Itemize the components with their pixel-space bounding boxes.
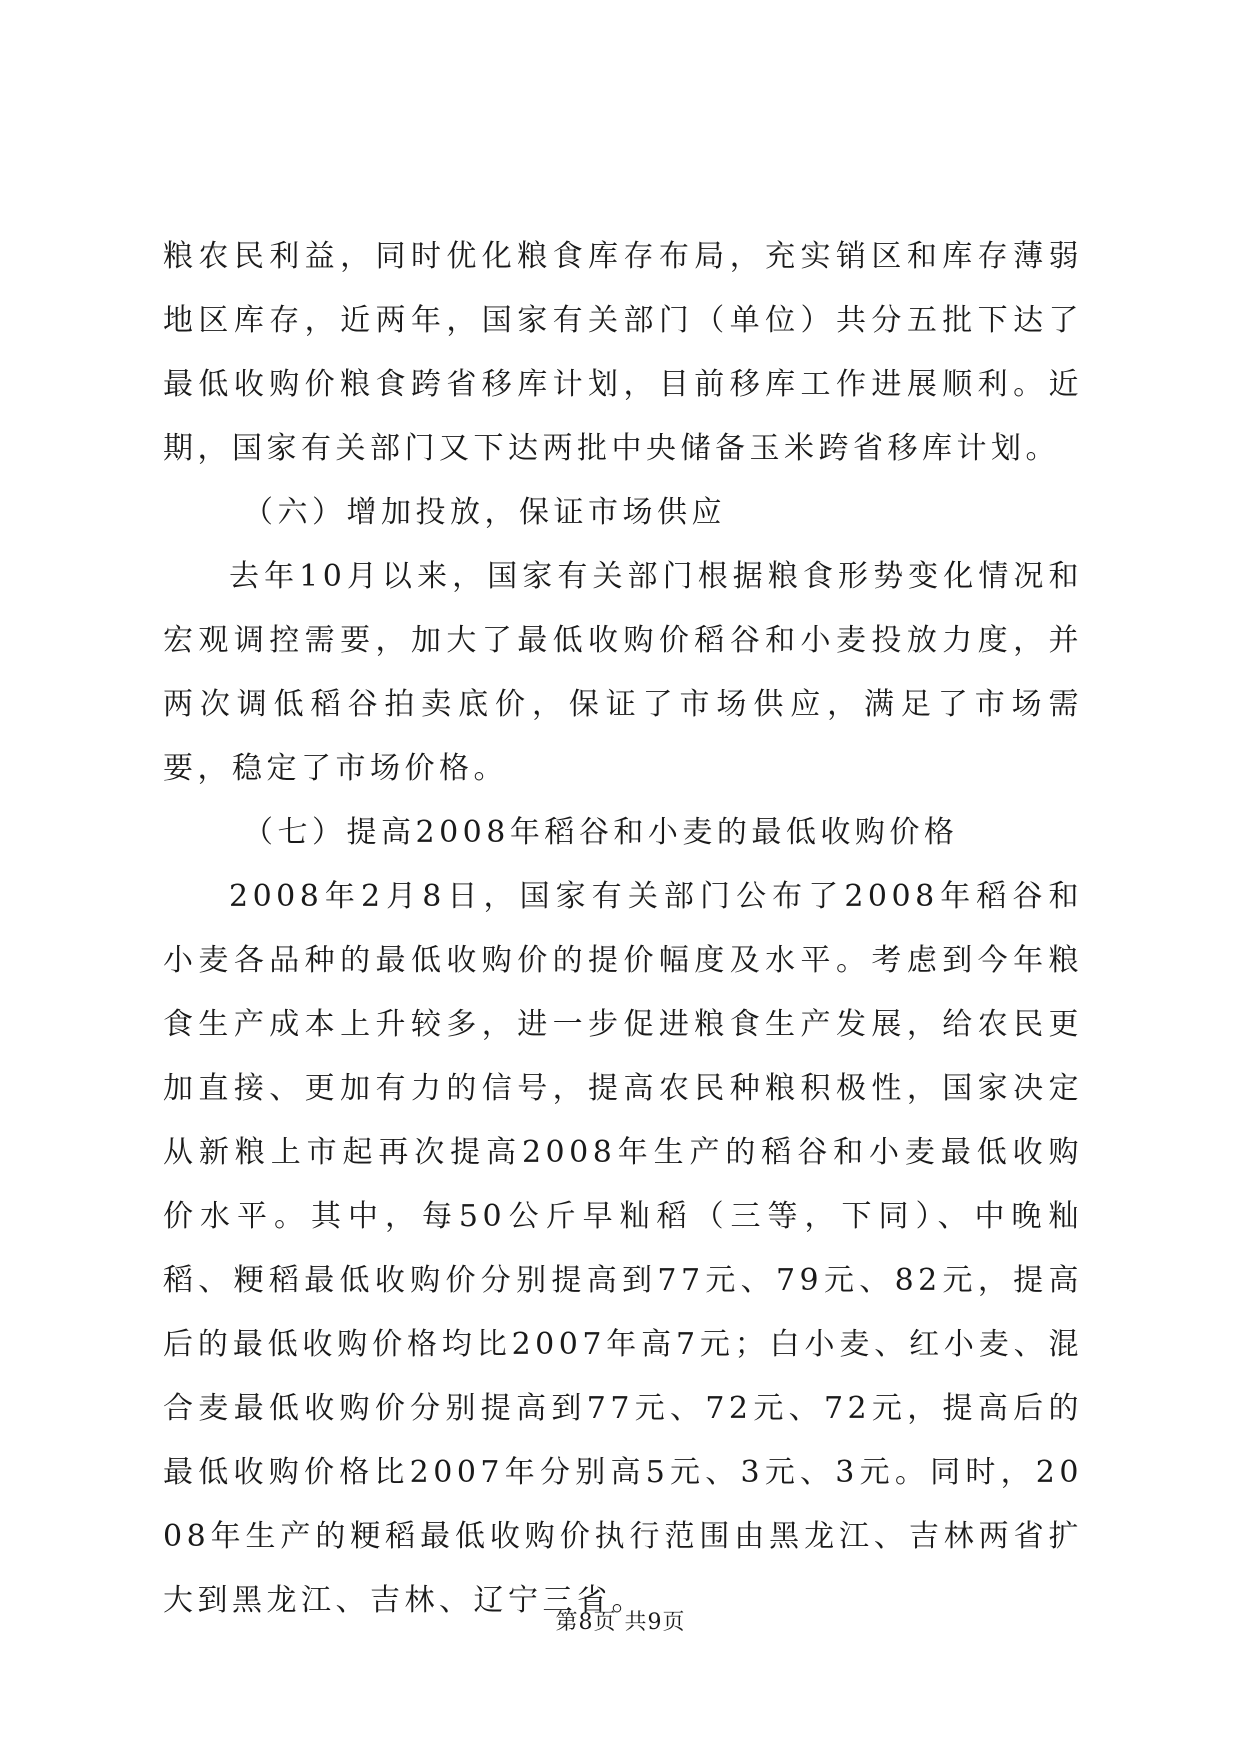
paragraph-supply: 去年10月以来，国家有关部门根据粮食形势变化情况和宏观调控需要，加大了最低收购价稻谷和小麦投放力度，并两次调低稻谷拍卖底价，保证了市场供应，满足了市场需要，稳定了市场价格。	[163, 559, 1083, 786]
page-number-footer: 第8页 共9页	[555, 1610, 686, 1635]
document-body	[163, 225, 1083, 1633]
paragraph-minimum-price: 2008年2月8日，国家有关部门公布了2008年稻谷和小麦各品种的最低收购价的提价幅度及水平。考虑到今年粮食生产成本上升较多，进一步促进粮食生产发展，给农民更加直接、更加有力的信号，提高农民种粮积极性，国家决定从新粮上市起再次提高2008年生产的稻谷和小麦最低收购价水平。其中，每50公斤早籼稻（三等，下同）、中晚籼稻、粳稻最低收购价分别提高到77元、79元、82元，提高后的最低收购价格均比2007年高7元；白小麦、红小麦、混合麦最低收购价分别提高到77元、72元、72元，提高后的最低收购价格比2007年分别高5元、3元、3元。同时，2008年生产的粳稻最低收购价执行范围由黑龙江、吉林两省扩大到黑龙江、吉林、辽宁三省。	[163, 879, 1083, 1618]
paragraph-continued: 粮农民利益，同时优化粮食库存布局，充实销区和库存薄弱地区库存，近两年，国家有关部门（单位）共分五批下达了最低收购价粮食跨省移库计划，目前移库工作进展顺利。近期，国家有关部门又下达两批中央储备玉米跨省移库计划。	[163, 239, 1083, 466]
section-heading-6: （六）增加投放，保证市场供应	[243, 495, 726, 530]
section-heading-7: （七）提高2008年稻谷和小麦的最低收购价格	[243, 815, 959, 850]
